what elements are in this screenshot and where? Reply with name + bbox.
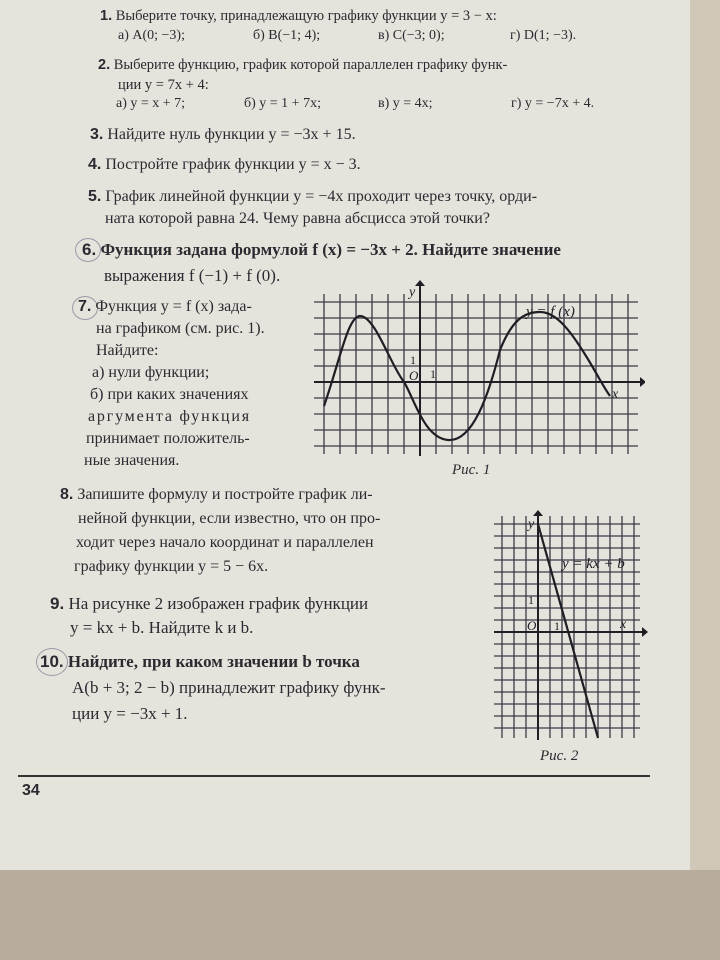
problem-text: Функция задана формулой f (x) = −3x + 2. Найдите значение bbox=[100, 240, 561, 259]
problem-7-line: принимает положитель- bbox=[86, 430, 250, 447]
y-unit-label: 1 bbox=[410, 353, 416, 367]
x-axis-arrow bbox=[640, 377, 645, 387]
option-c: в) C(−3; 0); bbox=[378, 28, 445, 43]
problem-7-line: а) нули функции; bbox=[92, 364, 210, 381]
problem-text: Выберите точку, принадлежащую графику функции y = 3 − x: bbox=[115, 8, 497, 24]
problem-4 bbox=[88, 154, 361, 176]
problem-number: 10. bbox=[40, 652, 64, 671]
page-number: 34 bbox=[22, 782, 40, 799]
figure-1-caption: Рис. 1 bbox=[452, 462, 491, 478]
origin-label: O bbox=[409, 368, 419, 383]
problem-10-line: A(b + 3; 2 − b) принадлежит графику функ- bbox=[72, 678, 386, 697]
problem-number: 3. bbox=[90, 126, 104, 143]
option-d: г) D(1; −3). bbox=[510, 28, 577, 43]
problem-7-line: аргумента функция bbox=[88, 408, 251, 425]
problem-7 bbox=[78, 296, 252, 318]
figure-2-caption: Рис. 2 bbox=[540, 748, 579, 764]
problem-text: Найдите нуль функции y = −3x + 15. bbox=[107, 126, 356, 143]
problem-7-line: ные значения. bbox=[84, 452, 180, 469]
origin-label: O bbox=[527, 618, 537, 633]
problem-7-line: б) при каких значениях bbox=[90, 386, 249, 403]
problem-8-line: нейной функции, если известно, что он про- bbox=[78, 510, 381, 527]
problem-text: На рисунке 2 изображен график функции bbox=[68, 594, 369, 613]
problem-10 bbox=[40, 650, 360, 674]
y-axis-label: y bbox=[528, 517, 535, 532]
problem-10-line: ции y = −3x + 1. bbox=[72, 704, 188, 723]
problem-number: 5. bbox=[88, 188, 102, 205]
problem-text: График линейной функции y = −4x проходит через точку, орди- bbox=[105, 188, 538, 205]
problem-text: Постройте график функции y = x − 3. bbox=[105, 156, 361, 173]
problem-number: 9. bbox=[50, 594, 65, 613]
option-a: а) A(0; −3); bbox=[118, 28, 185, 43]
problem-9-line: y = kx + b. Найдите k и b. bbox=[70, 618, 254, 637]
option-b: б) y = 1 + 7x; bbox=[244, 96, 321, 111]
problem-number: 7. bbox=[78, 298, 92, 315]
x-axis-arrow bbox=[642, 627, 648, 637]
y-axis-label: y bbox=[409, 285, 416, 300]
x-unit-label: 1 bbox=[430, 367, 436, 381]
grid bbox=[314, 294, 638, 454]
problem-8-line: ходит через начало координат и параллелен bbox=[76, 534, 374, 551]
problem-5 bbox=[88, 186, 537, 208]
problem-9 bbox=[50, 592, 368, 616]
problem-text: Функция y = f (x) зада- bbox=[95, 298, 252, 315]
problem-text: Найдите, при каком значении b точка bbox=[67, 652, 360, 671]
problem-text: Выберите функцию, график которой параллелен графику функ- bbox=[113, 57, 508, 73]
problem-5-line2: ната которой равна 24. Чему равна абсцисса этой точки? bbox=[105, 210, 490, 227]
problem-number: 1. bbox=[100, 8, 113, 24]
problem-number: 4. bbox=[88, 156, 102, 173]
option-c: в) y = 4x; bbox=[378, 96, 433, 111]
background-table bbox=[0, 870, 720, 960]
problem-1 bbox=[100, 6, 497, 26]
x-axis-label: x bbox=[612, 387, 619, 402]
problem-8 bbox=[60, 484, 373, 506]
option-d: г) y = −7x + 4. bbox=[511, 96, 595, 111]
y-unit-label: 1 bbox=[528, 593, 534, 607]
problem-7-line: на графиком (см. рис. 1). bbox=[96, 320, 265, 337]
problem-2 bbox=[98, 55, 507, 75]
problem-text: Запишите формулу и постройте график ли- bbox=[77, 486, 373, 503]
problem-number: 8. bbox=[60, 486, 74, 503]
problem-2-line2: ции y = 7x + 4: bbox=[118, 77, 209, 93]
problem-number: 2. bbox=[98, 57, 111, 73]
problem-6 bbox=[82, 238, 561, 262]
footer-divider bbox=[18, 775, 650, 777]
option-b: б) B(−1; 4); bbox=[253, 28, 321, 43]
function-label: y = f (x) bbox=[526, 304, 575, 320]
figure-1-graph bbox=[300, 280, 645, 460]
y-axis-arrow bbox=[533, 510, 543, 516]
option-a: а) y = x + 7; bbox=[116, 96, 186, 111]
x-unit-label: 1 bbox=[554, 619, 560, 633]
function-label: y = kx + b bbox=[562, 556, 625, 572]
x-axis-label: x bbox=[620, 617, 627, 632]
problem-7-line: Найдите: bbox=[96, 342, 159, 359]
problem-number: 6. bbox=[82, 240, 97, 259]
problem-8-line: графику функции y = 5 − 6x. bbox=[74, 558, 269, 575]
problem-6-line2: выражения f (−1) + f (0). bbox=[104, 266, 281, 285]
y-axis-arrow bbox=[415, 280, 425, 286]
problem-3 bbox=[90, 124, 356, 146]
function-curve bbox=[324, 312, 610, 440]
figure-2-graph bbox=[490, 510, 650, 742]
